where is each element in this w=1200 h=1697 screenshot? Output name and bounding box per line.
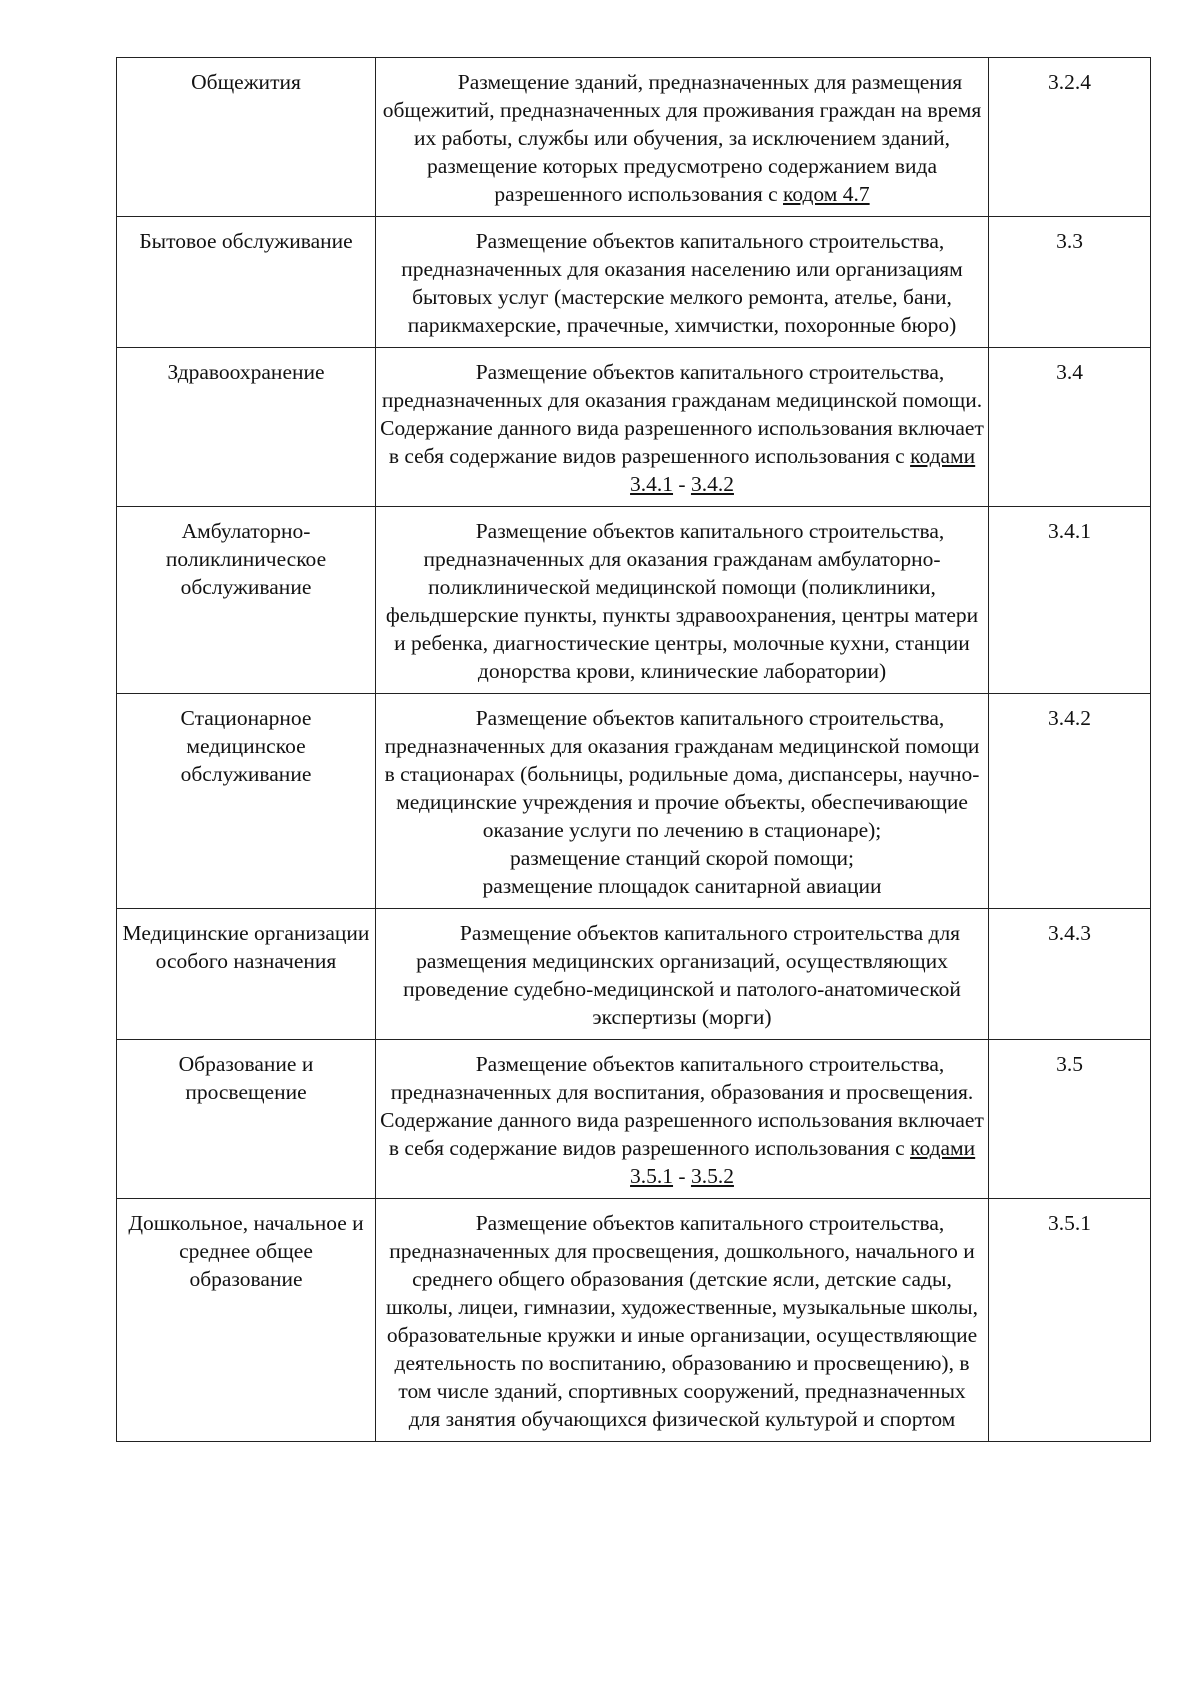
use-description <box>376 58 989 217</box>
use-name: Общежития <box>117 58 376 217</box>
use-description <box>376 348 989 507</box>
use-description <box>376 1199 989 1442</box>
use-name: Бытовое обслуживание <box>117 217 376 348</box>
code-link[interactable]: кодами 3.4.1 <box>630 444 976 496</box>
use-name: Дошкольное, начальное и среднее общее образование <box>117 1199 376 1442</box>
use-code: 3.4.2 <box>989 694 1151 909</box>
description-text: Размещение объектов капитального строительства, предназначенных для просвещения, дошкольного, начального и среднего общего образования (детские ясли, детские сады, школы, лицеи, гимназии, художественные, музыкальные школы, образовательные кружки и иные организации, осуществляющие деятельность по воспитанию, образованию и просвещению), в том числе зданий, спортивных сооружений, предназначенных для занятия обучающихся физической культурой и спортом <box>386 1211 978 1431</box>
use-description <box>376 694 989 909</box>
table-row <box>117 507 1151 694</box>
table-row <box>117 348 1151 507</box>
table-row <box>117 694 1151 909</box>
use-code: 3.5.1 <box>989 1199 1151 1442</box>
use-name: Амбулаторно-поликлиническое обслуживание <box>117 507 376 694</box>
range-separator: - <box>673 472 691 496</box>
description-text: Размещение объектов капитального строительства, предназначенных для оказания населению или организациям бытовых услуг (мастерские мелкого ремонта, ателье, бани, парикмахерские, прачечные, химчистки, похоронные бюро) <box>401 229 963 337</box>
use-description <box>376 909 989 1040</box>
use-code: 3.4.1 <box>989 507 1151 694</box>
use-description <box>376 217 989 348</box>
description-text: размещение площадок санитарной авиации <box>482 874 882 898</box>
table-row <box>117 1040 1151 1199</box>
land-use-table <box>116 57 1151 1442</box>
table-row <box>117 909 1151 1040</box>
code-link[interactable]: 3.5.2 <box>690 1164 734 1188</box>
description-text: Размещение объектов капитального строительства для размещения медицинских организаций, осуществляющих проведение судебно-медицинской и патолого-анатомической экспертизы (морги) <box>403 921 961 1029</box>
description-text: размещение станций скорой помощи; <box>509 846 855 870</box>
description-text: Размещение зданий, предназначенных для размещения общежитий, предназначенных для проживания граждан на время их работы, службы или обучения, за исключением зданий, размещение которых предусмотрено содержанием вида разрешенного использования с <box>382 70 982 206</box>
code-link[interactable]: 3.4.2 <box>690 472 734 496</box>
use-name: Медицинские организации особого назначения <box>117 909 376 1040</box>
range-separator: - <box>673 1164 691 1188</box>
use-name: Здравоохранение <box>117 348 376 507</box>
use-description <box>376 1040 989 1199</box>
use-description <box>376 507 989 694</box>
use-name: Стационарное медицинское обслуживание <box>117 694 376 909</box>
use-code: 3.4 <box>989 348 1151 507</box>
use-code: 3.3 <box>989 217 1151 348</box>
table-row <box>117 1199 1151 1442</box>
use-name: Образование и просвещение <box>117 1040 376 1199</box>
use-code: 3.4.3 <box>989 909 1151 1040</box>
description-text: Размещение объектов капитального строительства, предназначенных для оказания гражданам медицинской помощи. Содержание данного вида разрешенного использования включает в себя содержание видов разрешенного использования с <box>380 360 984 468</box>
code-link[interactable]: кодами 3.5.1 <box>630 1136 976 1188</box>
code-link[interactable]: кодом 4.7 <box>783 182 870 206</box>
use-code: 3.2.4 <box>989 58 1151 217</box>
table-row <box>117 217 1151 348</box>
description-text: Размещение объектов капитального строительства, предназначенных для оказания гражданам медицинской помощи в стационарах (больницы, родильные дома, диспансеры, научно-медицинские учреждения и прочие объекты, обеспечивающие оказание услуги по лечению в стационаре); <box>384 706 980 842</box>
description-text: Размещение объектов капитального строительства, предназначенных для оказания гражданам амбулаторно-поликлинической медицинской помощи (поликлиники, фельдшерские пункты, пункты здравоохранения, центры матери и ребенка, диагностические центры, молочные кухни, станции донорства крови, клинические лаборатории) <box>385 519 979 683</box>
description-text: Размещение объектов капитального строительства, предназначенных для воспитания, образования и просвещения. Содержание данного вида разрешенного использования включает в себя содержание видов разрешенного использования с <box>380 1052 984 1160</box>
table-row <box>117 58 1151 217</box>
use-code: 3.5 <box>989 1040 1151 1199</box>
